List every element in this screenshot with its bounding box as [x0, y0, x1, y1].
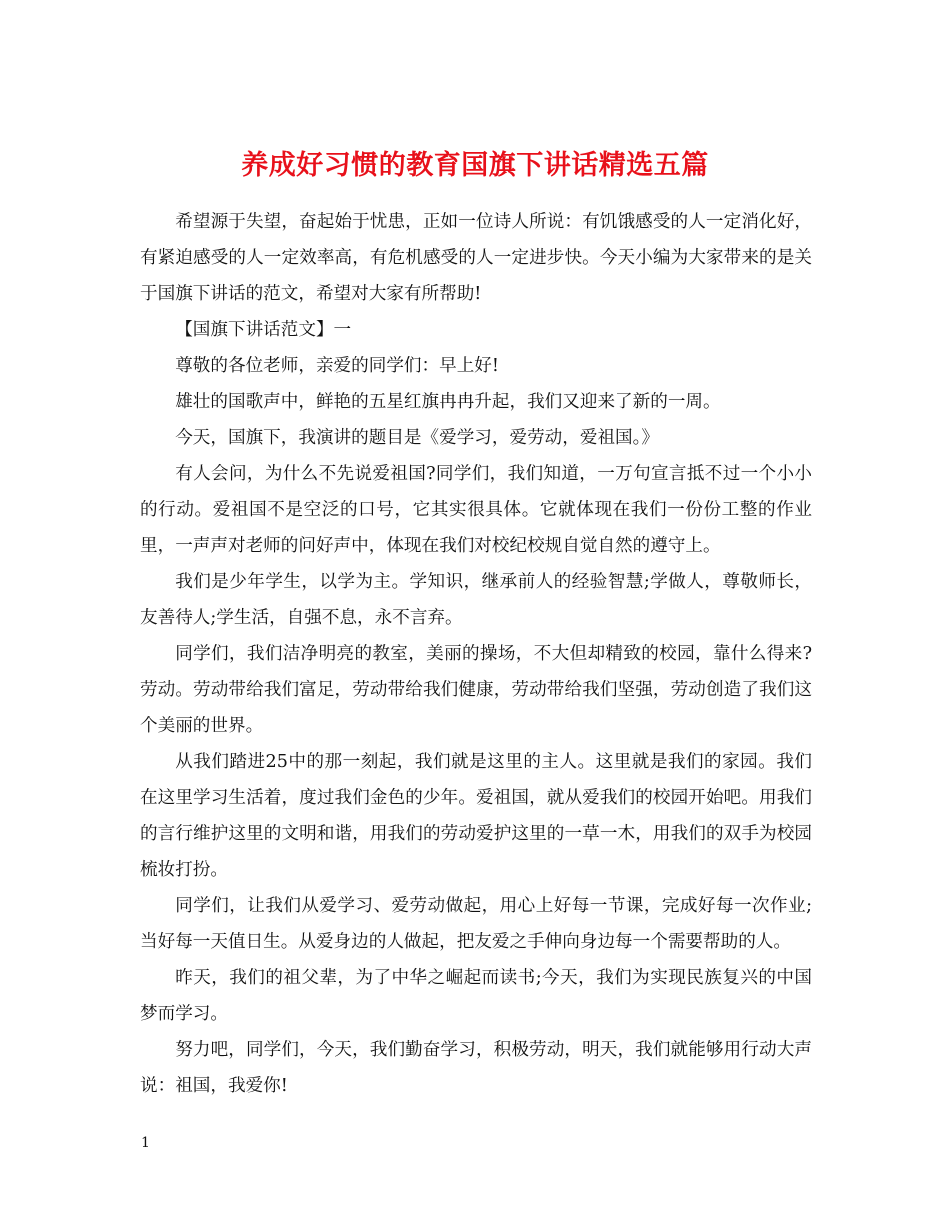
body-paragraph: 我们是少年学生，以学为主。学知识，继承前人的经验智慧;学做人，尊敬师长，友善待人;学生活，自强不息，永不言弃。 — [140, 572, 812, 628]
body-paragraph: 昨天，我们的祖父辈，为了中华之崛起而读书;今天，我们为实现民族复兴的中国梦而学习。 — [140, 968, 812, 1024]
page-number: 1 — [141, 1135, 150, 1151]
body-paragraph: 雄壮的国歌声中，鲜艳的五星红旗冉冉升起，我们又迎来了新的一周。 — [175, 392, 721, 412]
body-paragraph: 同学们，我们洁净明亮的教室，美丽的操场，不大但却精致的校园，靠什么得来?劳动。劳动带给我们富足，劳动带给我们健康，劳动带给我们坚强，劳动创造了我们这个美丽的世界。 — [140, 644, 812, 736]
greeting-paragraph: 尊敬的各位老师，亲爱的同学们：早上好! — [175, 356, 499, 376]
section-heading: 【国旗下讲话范文】一 — [175, 320, 352, 340]
body-paragraph: 有人会问，为什么不先说爱祖国?同学们，我们知道，一万句宣言抵不过一个小小的行动。爱祖国不是空泛的口号，它其实很具体。它就体现在我们一份份工整的作业里，一声声对老师的问好声中，体现在我们对校纪校规自觉自然的遵守上。 — [140, 464, 812, 556]
document-title: 养成好习惯的教育国旗下讲话精选五篇 — [241, 150, 709, 182]
document-body — [140, 204, 812, 1104]
body-paragraph: 同学们，让我们从爱学习、爱劳动做起，用心上好每一节课，完成好每一次作业;当好每一天值日生。从爱身边的人做起，把友爱之手伸向身边每一个需要帮助的人。 — [140, 896, 812, 952]
intro-paragraph: 希望源于失望，奋起始于忧患，正如一位诗人所说：有饥饿感受的人一定消化好，有紧迫感受的人一定效率高，有危机感受的人一定进步快。今天小编为大家带来的是关于国旗下讲话的范文，希望对大家有所帮助! — [140, 212, 812, 304]
body-paragraph: 今天，国旗下，我演讲的题目是《爱学习，爱劳动，爱祖国。》 — [175, 428, 660, 448]
closing-paragraph: 努力吧，同学们，今天，我们勤奋学习，积极劳动，明天，我们就能够用行动大声说：祖国，我爱你! — [140, 1040, 812, 1096]
body-paragraph: 从我们踏进25中的那一刻起，我们就是这里的主人。这里就是我们的家园。我们在这里学习生活着，度过我们金色的少年。爱祖国，就从爱我们的校园开始吧。用我们的言行维护这里的文明和谐，用我们的劳动爱护这里的一草一木，用我们的双手为校园梳妆打扮。 — [140, 752, 812, 880]
